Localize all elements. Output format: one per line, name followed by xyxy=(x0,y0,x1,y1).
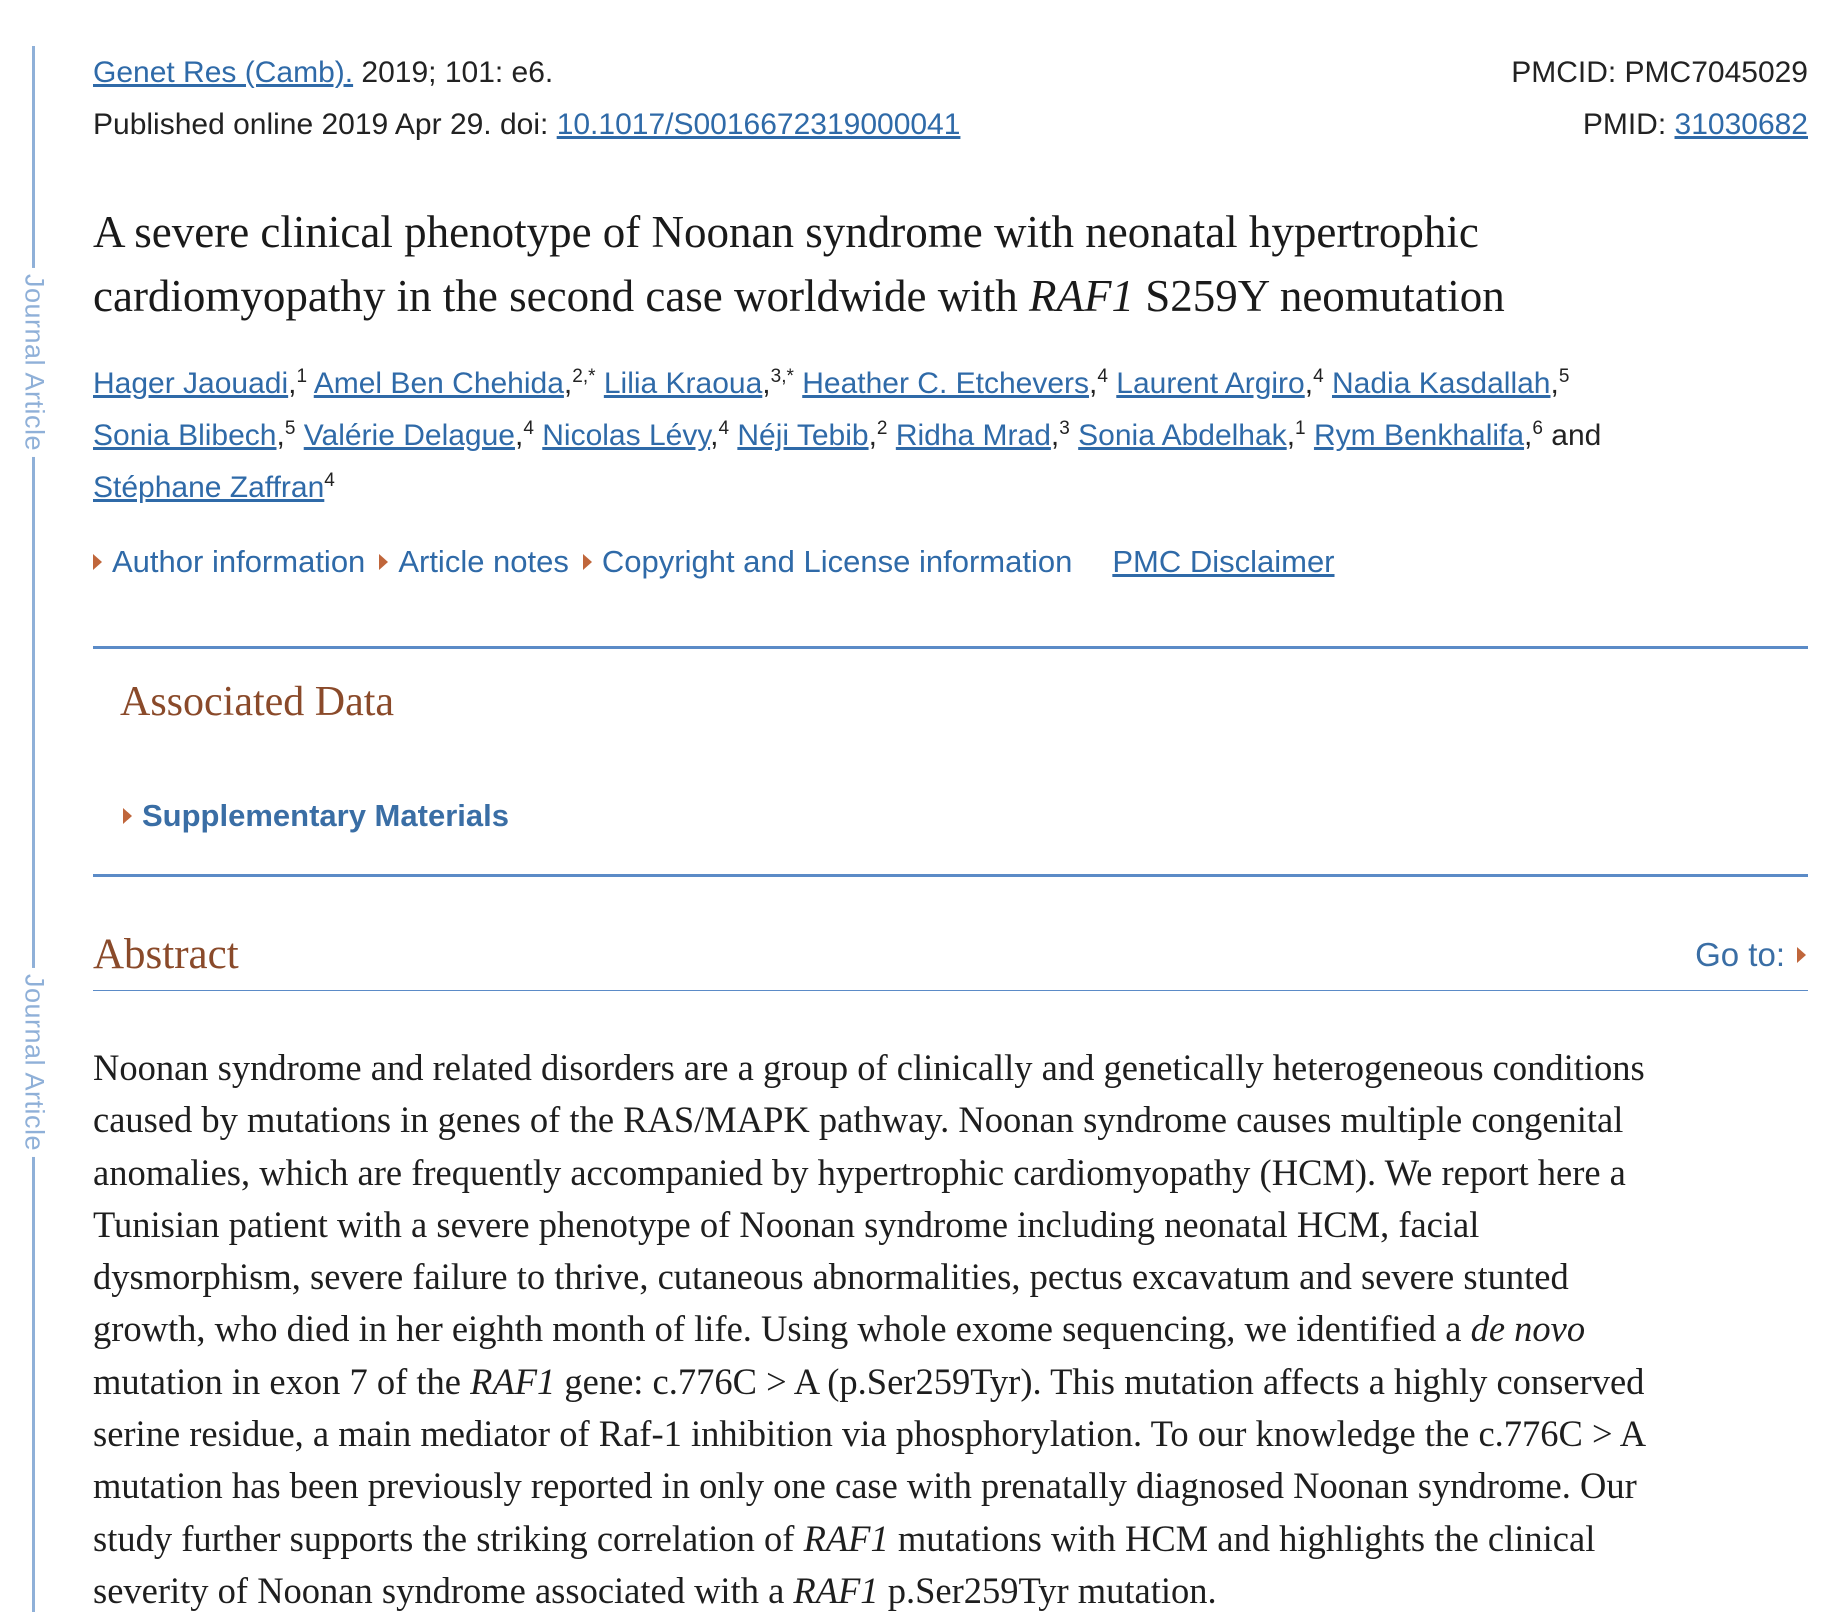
go-to-triangle-icon xyxy=(1797,947,1806,963)
article-notes-toggle[interactable] xyxy=(379,544,569,580)
author-item: Sonia Blibech,$^5$ xyxy=(93,418,296,452)
affiliation-sup: 4 xyxy=(1097,366,1108,387)
author-link[interactable]: Valérie Delague xyxy=(303,419,515,452)
affiliation-sup: 6 xyxy=(1532,418,1543,439)
citation-row xyxy=(93,56,1808,90)
journal-link[interactable]: Genet Res (Camb). xyxy=(93,56,354,89)
author-link[interactable]: Laurent Argiro xyxy=(1116,367,1305,400)
expand-triangle-icon xyxy=(93,554,102,570)
author-item: Valérie Delague,$^4$ xyxy=(303,418,534,452)
pmid xyxy=(1583,108,1808,142)
copyright-label: Copyright and License information xyxy=(601,544,1073,579)
divider-top xyxy=(93,646,1808,649)
title-gene: RAF1 xyxy=(1029,271,1134,321)
author-item xyxy=(93,471,335,504)
divider-abstract xyxy=(93,990,1808,991)
abstract-line: caused by mutations in genes of the RAS/MAPK pathway. Noonan syndrome causes multiple congenital xyxy=(93,1099,1624,1141)
affiliation-sup: 4 xyxy=(718,418,730,439)
article-notes-label: Article notes xyxy=(398,544,569,579)
affiliation-sup: 2 xyxy=(876,418,888,439)
abstract-line: Noonan syndrome and related disorders are a group of clinically and genetically heterogeneous conditions xyxy=(93,1047,1645,1088)
author-information-label: Author information xyxy=(112,544,366,579)
abstract-line: p.Ser259Tyr mutation. xyxy=(878,1569,1217,1611)
author-link[interactable]: Lilia Kraoua xyxy=(603,367,763,400)
citation-volume: 2019; 101: e6. xyxy=(353,56,554,89)
author-link[interactable]: Heather C. Etchevers xyxy=(802,367,1090,400)
author-link[interactable]: Hager Jaouadi xyxy=(93,367,289,400)
authors-and: and xyxy=(1542,419,1602,452)
author-item: Nicolas Lévy,$^4$ xyxy=(542,418,730,452)
author-item: Laurent Argiro,$^4$ xyxy=(1116,366,1324,400)
supplementary-materials-label: Supplementary Materials xyxy=(142,798,509,833)
title-line-2-pre: cardiomyopathy in the second case worldwide with xyxy=(93,271,1029,321)
published-online xyxy=(93,108,960,142)
copyright-toggle[interactable] xyxy=(583,544,1072,580)
author-information-toggle[interactable] xyxy=(93,544,365,580)
expand-triangle-icon xyxy=(123,808,132,824)
author-item: Lilia Kraoua,$^{3,*}$ xyxy=(603,366,794,400)
associated-data-heading: Associated Data xyxy=(120,679,395,725)
abstract-italic: de novo xyxy=(1470,1308,1586,1350)
author-link[interactable]: Stéphane Zaffran xyxy=(93,471,325,504)
divider-associated-data xyxy=(93,874,1808,877)
abstract-line: growth, who died in her eighth month of life. Using whole exome sequencing, we identified a xyxy=(93,1308,1471,1350)
supplementary-materials-toggle[interactable] xyxy=(123,798,509,834)
abstract-gene: RAF1 xyxy=(803,1517,889,1559)
affiliation-sup: 5 xyxy=(1558,366,1570,387)
article-title xyxy=(93,200,1653,328)
pmcid: PMCID: PMC7045029 xyxy=(1511,56,1808,89)
abstract-line: study further supports the striking correlation of xyxy=(93,1517,804,1559)
publication-row xyxy=(93,108,1808,142)
author-item: Nadia Kasdallah,$^5$ xyxy=(1332,366,1570,400)
affiliation-sup: 5 xyxy=(284,418,296,439)
author-link[interactable]: Sonia Abdelhak xyxy=(1078,419,1287,452)
abstract-line: anomalies, which are frequently accompanied by hypertrophic cardiomyopathy (HCM). We report here a xyxy=(93,1151,1626,1193)
author-link[interactable]: Néji Tebib xyxy=(737,419,869,452)
author-link[interactable]: Nicolas Lévy xyxy=(542,419,711,452)
author-link[interactable]: Sonia Blibech xyxy=(93,419,277,452)
author-item: Heather C. Etchevers,$^4$ xyxy=(802,366,1108,400)
side-label-journal-article-2: Journal Article xyxy=(19,968,50,1157)
title-line-2-post: S259Y neomutation xyxy=(1133,271,1505,321)
author-item: Ridha Mrad,$^3$ xyxy=(895,418,1070,452)
affiliation-sup: 4 xyxy=(523,418,534,439)
affiliation-sup: 1 xyxy=(296,366,308,387)
pmc-disclaimer-link[interactable]: PMC Disclaimer xyxy=(1112,544,1335,579)
affiliation-sup: 3,* xyxy=(770,366,794,387)
author-item: Rym Benkhalifa,$^6$ and xyxy=(1313,418,1602,452)
title-line-1: A severe clinical phenotype of Noonan syndrome with neonatal hypertrophic xyxy=(93,207,1479,257)
author-list xyxy=(93,358,1808,514)
author-item: Sonia Abdelhak,$^1$ xyxy=(1078,418,1306,452)
abstract-gene: RAF1 xyxy=(793,1569,879,1611)
author-link[interactable]: Amel Ben Chehida xyxy=(313,367,564,400)
abstract-line: mutation has been previously reported in only one case with prenatally diagnosed Noonan syndrome. Our xyxy=(93,1465,1637,1507)
author-item: Néji Tebib,$^2$ xyxy=(737,418,888,452)
affiliation-sup: 4 xyxy=(324,470,335,491)
side-label-journal-article: Journal Article xyxy=(19,268,50,457)
abstract-line: severity of Noonan syndrome associated with a xyxy=(93,1569,794,1611)
abstract-line: serine residue, a main mediator of Raf-1 inhibition via phosphorylation. To our knowledge the c.776C > A xyxy=(93,1413,1647,1455)
author-link[interactable]: Ridha Mrad xyxy=(895,419,1051,452)
author-item: Amel Ben Chehida,$^{2,*}$ xyxy=(313,366,596,400)
citation-journal xyxy=(93,56,553,90)
pmid-label: PMID: xyxy=(1582,108,1675,141)
go-to-label: Go to: xyxy=(1695,936,1785,973)
published-prefix: Published online 2019 Apr 29. doi: xyxy=(93,108,557,141)
abstract-body xyxy=(93,1042,1798,1617)
abstract-line: mutation in exon 7 of the xyxy=(93,1360,471,1402)
abstract-gene: RAF1 xyxy=(470,1360,556,1402)
abstract-line: gene: c.776C > A (p.Ser259Tyr). This mutation affects a highly conserved xyxy=(555,1360,1645,1402)
affiliation-sup: 2,* xyxy=(572,366,596,387)
affiliation-sup: 3 xyxy=(1059,418,1070,439)
go-to-menu[interactable] xyxy=(1695,936,1808,974)
abstract-line: mutations with HCM and highlights the clinical xyxy=(888,1517,1596,1559)
author-item: Hager Jaouadi,$^1$ xyxy=(93,366,308,400)
abstract-line: dysmorphism, severe failure to thrive, cutaneous abnormalities, pectus excavatum and severe stunted xyxy=(93,1256,1569,1298)
affiliation-sup: 1 xyxy=(1295,418,1306,439)
author-link[interactable]: Rym Benkhalifa xyxy=(1313,419,1525,452)
author-link[interactable]: Nadia Kasdallah xyxy=(1332,367,1551,400)
pmid-link[interactable]: 31030682 xyxy=(1674,108,1808,141)
affiliation-sup: 4 xyxy=(1313,366,1324,387)
abstract-heading: Abstract xyxy=(93,931,239,978)
abstract-line: Tunisian patient with a severe phenotype of Noonan syndrome including neonatal HCM, facial xyxy=(93,1203,1480,1245)
doi-link[interactable]: 10.1017/S0016672319000041 xyxy=(556,108,961,141)
article-meta-links xyxy=(93,544,1335,580)
expand-triangle-icon xyxy=(583,554,592,570)
expand-triangle-icon xyxy=(379,554,388,570)
